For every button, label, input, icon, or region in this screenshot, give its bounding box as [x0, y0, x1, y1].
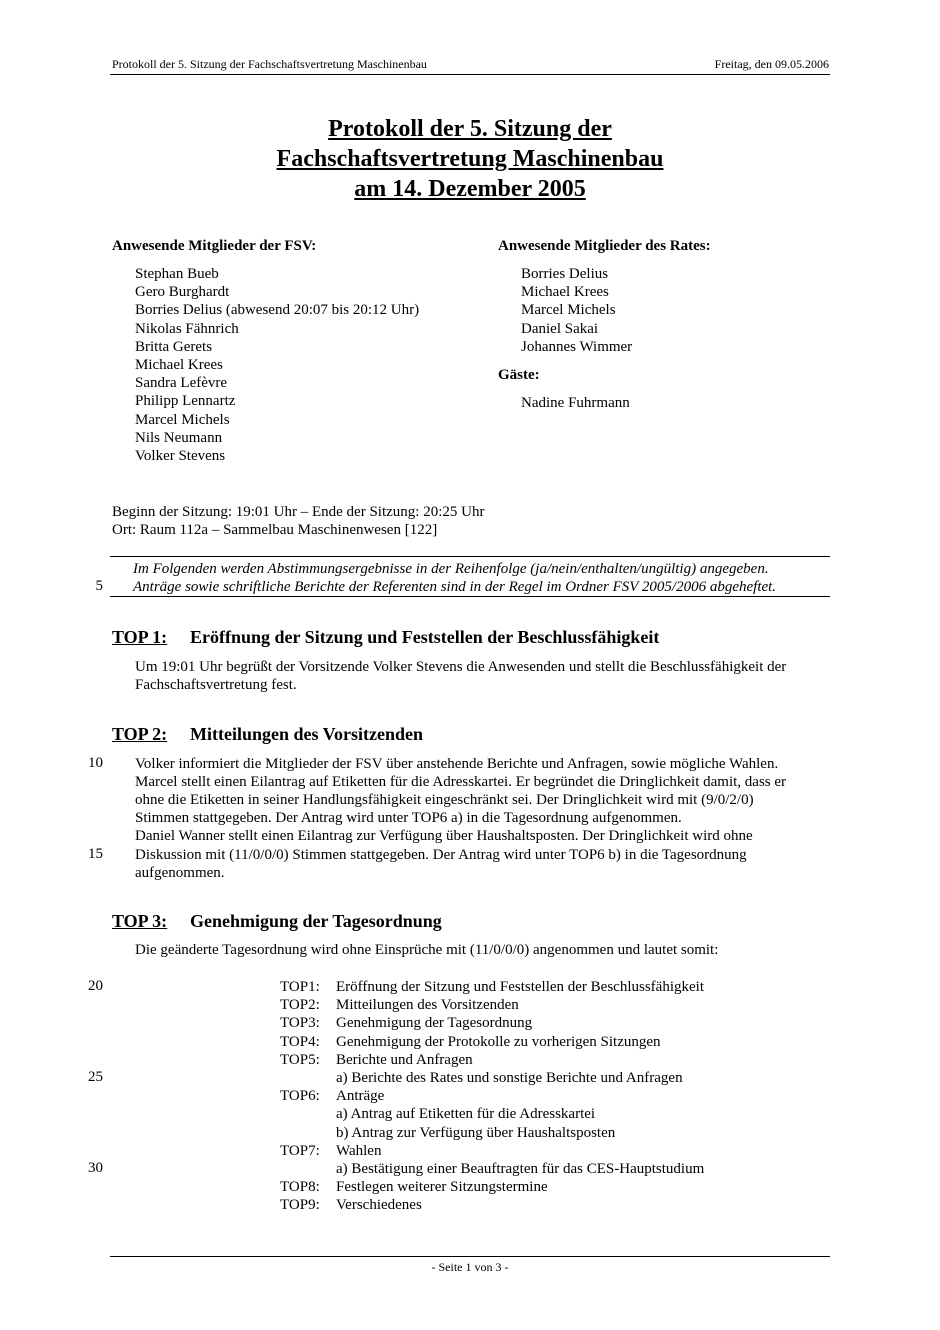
note-top-rule	[110, 556, 830, 557]
agenda-item	[280, 1033, 760, 1051]
guests-heading: Gäste:	[498, 367, 540, 383]
agenda-key: TOP1:	[280, 979, 320, 995]
note-bottom-rule	[110, 596, 830, 597]
list-item: Gero Burghardt	[135, 284, 230, 301]
agenda-item	[280, 1196, 760, 1214]
top2-text-line: ohne die Etiketten in seiner Handlungsfähigkeit eingeschränkt sei. Der Dringlichkeit wird mit (9/0/2/0)	[135, 792, 754, 808]
agenda-key: TOP8:	[280, 1179, 320, 1196]
list-item: Nils Neumann	[135, 429, 223, 446]
top3-number: TOP 3:	[112, 911, 168, 931]
list-item: Nikolas Fähnrich	[135, 320, 239, 337]
line-number: 30	[88, 1160, 103, 1176]
agenda-key: TOP2:	[280, 997, 320, 1014]
top2-title: Mitteilungen des Vorsitzenden	[190, 724, 424, 744]
list-item: Sandra Lefèvre	[135, 375, 228, 392]
running-header-title: Protokoll der 5. Sitzung der Fachschaftsvertretung Maschinenbau	[112, 57, 427, 71]
note-line-1: Im Folgenden werden Abstimmungsergebnisse in der Reihenfolge (ja/nein/enthalten/ungültig) angegeben.	[133, 561, 769, 577]
agenda-item	[280, 1124, 760, 1142]
agenda-item	[280, 1051, 760, 1069]
top1-number: TOP 1:	[112, 627, 168, 647]
meeting-place: Ort: Raum 112a – Sammelbau Maschinenwesen [122]	[112, 522, 438, 538]
line-number: 10	[88, 755, 103, 771]
top2-text-line: Daniel Wanner stellt einen Eilantrag zur Verfügung über Haushaltsposten. Der Dringlichkeit wird ohne	[135, 828, 753, 844]
list-item: Michael Krees	[135, 357, 223, 374]
list-item: Johannes Wimmer	[521, 338, 633, 355]
agenda-item	[280, 978, 760, 996]
agenda-value: Genehmigung der Tagesordnung	[336, 1015, 533, 1032]
agenda-item	[280, 1087, 760, 1105]
top1-text-line: Fachschaftsvertretung fest.	[135, 677, 297, 693]
agenda-item	[280, 1069, 760, 1087]
list-item: Britta Gerets	[135, 338, 213, 355]
header-rule	[110, 74, 830, 75]
agenda-value: Wahlen	[336, 1142, 382, 1159]
agenda-key: TOP9:	[280, 1197, 320, 1214]
top2-text-line: Stimmen stattgegeben. Der Antrag wird unter TOP6 a) in die Tagesordnung aufgenommen.	[135, 810, 682, 826]
agenda-value: Eröffnung der Sitzung und Feststellen der Beschlussfähigkeit	[336, 979, 704, 995]
list-item: Marcel Michels	[521, 302, 616, 319]
page-number: - Seite 1 von 3 -	[431, 1260, 509, 1274]
agenda-item	[280, 1160, 760, 1178]
agenda-value: b) Antrag zur Verfügung über Haushaltsposten	[336, 1124, 616, 1141]
line-number: 20	[88, 978, 103, 994]
document-title-line3: am 14. Dezember 2005	[354, 176, 586, 202]
line-number: 5	[95, 578, 103, 594]
agenda-item	[280, 1105, 760, 1123]
agenda-key: TOP6:	[280, 1088, 320, 1105]
document-title-line2: Fachschaftsvertretung Maschinenbau	[276, 146, 664, 172]
agenda-value: Mitteilungen des Vorsitzenden	[336, 997, 519, 1014]
agenda-key: TOP5:	[280, 1051, 320, 1068]
agenda-key: TOP4:	[280, 1033, 320, 1050]
rates-members-list	[521, 265, 632, 356]
list-item: Marcel Michels	[135, 411, 230, 428]
list-item: Borries Delius	[521, 266, 609, 282]
agenda-value: Berichte und Anfragen	[336, 1051, 473, 1068]
rates-members-heading: Anwesende Mitglieder des Rates:	[498, 238, 711, 254]
top2-text-line: Diskussion mit (11/0/0/0) Stimmen stattgegeben. Der Antrag wird unter TOP6 b) in die Tagesordnung	[135, 847, 747, 863]
top1-text-line: Um 19:01 Uhr begrüßt der Vorsitzende Volker Stevens die Anwesenden und stellt die Beschlussfähigkeit der	[135, 659, 787, 675]
list-item: Borries Delius (abwesend 20:07 bis 20:12 Uhr)	[135, 302, 420, 319]
top1-title: Eröffnung der Sitzung und Feststellen der Beschlussfähigkeit	[190, 627, 660, 647]
document-title-line1: Protokoll der 5. Sitzung der	[328, 116, 612, 142]
agenda-value: Genehmigung der Protokolle zu vorherigen Sitzungen	[336, 1033, 661, 1050]
list-item: Nadine Fuhrmann	[521, 395, 630, 411]
agenda-item	[280, 1178, 760, 1196]
agenda-value: Anträge	[336, 1088, 385, 1105]
footer-rule	[110, 1256, 830, 1257]
list-item: Volker Stevens	[135, 448, 226, 465]
fsv-members-heading: Anwesende Mitglieder der FSV:	[112, 238, 317, 254]
top2-text-line: Volker informiert die Mitglieder der FSV über anstehende Berichte und Anfragen, sowie mögliche Wahlen.	[135, 756, 779, 772]
list-item: Philipp Lennartz	[135, 393, 236, 410]
top2-text-line: Marcel stellt einen Eilantrag auf Etiketten für die Adresskartei. Er begründet die Dringlichkeit damit, dass er	[135, 774, 787, 790]
list-item: Daniel Sakai	[521, 320, 599, 337]
note-line-2: Anträge sowie schriftliche Berichte der Referenten sind in der Regel im Ordner FSV 2005/2006 abgeheftet.	[133, 579, 777, 595]
list-item: Stephan Bueb	[135, 266, 219, 282]
meeting-time: Beginn der Sitzung: 19:01 Uhr – Ende der Sitzung: 20:25 Uhr	[112, 504, 485, 520]
top2-number: TOP 2:	[112, 724, 168, 744]
agenda-key: TOP3:	[280, 1015, 320, 1032]
fsv-members-list	[135, 265, 419, 465]
line-number: 15	[88, 846, 103, 862]
guests-list	[521, 394, 630, 412]
top2-text-line: aufgenommen.	[135, 865, 225, 881]
agenda-value: a) Berichte des Rates und sonstige Berichte und Anfragen	[336, 1069, 683, 1086]
top3-title: Genehmigung der Tagesordnung	[190, 911, 442, 931]
agenda-value: a) Antrag auf Etiketten für die Adresskartei	[336, 1106, 596, 1123]
agenda-list	[280, 978, 760, 1214]
running-header-date: Freitag, den 09.05.2006	[714, 57, 829, 71]
agenda-value: Verschiedenes	[336, 1197, 422, 1214]
line-number: 25	[88, 1069, 103, 1085]
agenda-item	[280, 1142, 760, 1160]
agenda-key: TOP7:	[280, 1142, 320, 1159]
list-item: Michael Krees	[521, 284, 609, 301]
agenda-value: Festlegen weiterer Sitzungstermine	[336, 1179, 548, 1196]
agenda-item	[280, 1014, 760, 1032]
top3-text: Die geänderte Tagesordnung wird ohne Einsprüche mit (11/0/0/0) angenommen und lautet somit:	[135, 942, 719, 958]
agenda-item	[280, 996, 760, 1014]
agenda-value: a) Bestätigung einer Beauftragten für das CES-Hauptstudium	[336, 1160, 705, 1177]
